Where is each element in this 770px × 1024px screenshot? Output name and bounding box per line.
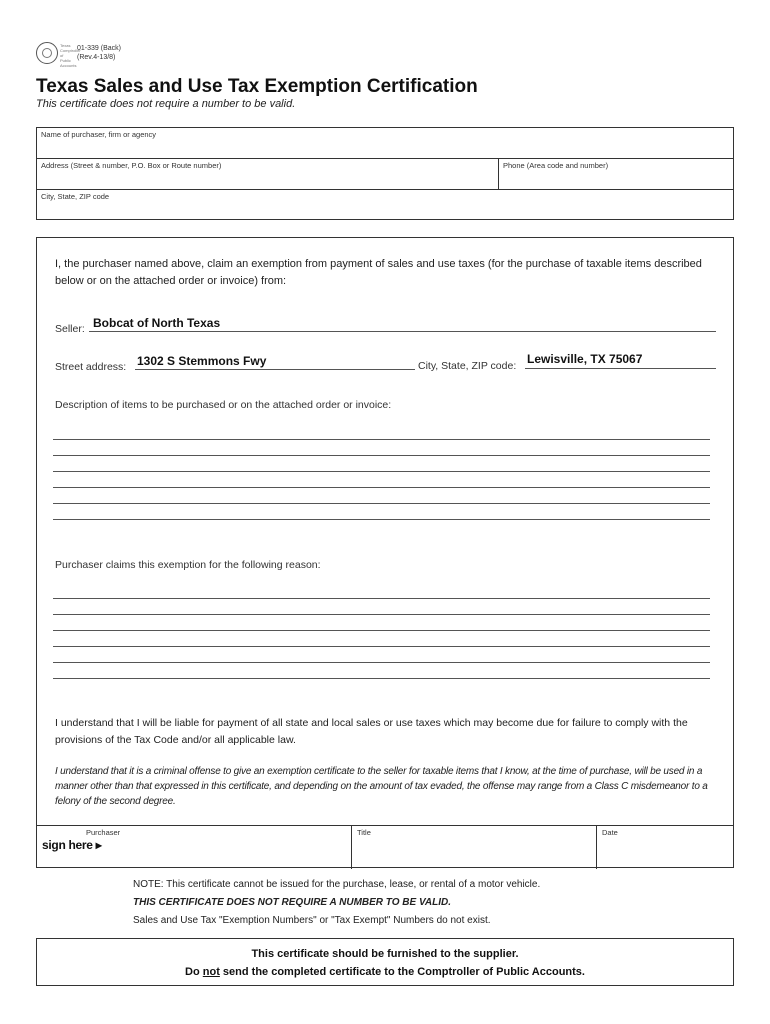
exemption-numbers-note: Sales and Use Tax "Exemption Numbers" or "Tax Exempt" Numbers do not exist.	[133, 915, 491, 926]
seller-city-state-zip-field[interactable]	[525, 352, 716, 369]
reason-line[interactable]	[53, 614, 710, 615]
signature-row	[37, 825, 733, 869]
criminal-offense-statement: I understand that it is a criminal offense to give an exemption certificate to the seller for taxable items that I know, at the time of purchase, will be used in a manner other than that expressed in this certificate, and depending on the amount of tax evaded, the offense may range from a Class C misdemeanor to a felony of the second degree.	[55, 766, 708, 807]
seller-label: Seller:	[55, 323, 85, 335]
supplier-instructions-box	[36, 938, 734, 986]
description-label: Description of items to be purchased or on the attached order or invoice:	[55, 399, 392, 411]
form-number-block	[77, 44, 121, 62]
motor-vehicle-note: NOTE: This certificate cannot be issued for the purchase, lease, or rental of a motor vehicle.	[133, 879, 541, 890]
seller-value: Bobcat of North Texas	[93, 316, 221, 330]
description-line[interactable]	[53, 519, 710, 520]
reason-line[interactable]	[53, 598, 710, 599]
title-label: Title	[357, 828, 371, 837]
city-state-zip-label-seller: City, State, ZIP code:	[418, 360, 517, 372]
certification-box	[36, 237, 734, 868]
address-divider	[498, 159, 499, 189]
address-row	[37, 159, 733, 190]
date-field[interactable]	[597, 826, 733, 869]
not-emphasis: not	[202, 966, 220, 978]
street-address-value: 1302 S Stemmons Fwy	[137, 354, 267, 368]
no-number-note: THIS CERTIFICATE DOES NOT REQUIRE A NUMBER TO BE VALID.	[133, 897, 451, 908]
furnish-to-supplier-text: This certificate should be furnished to the supplier.	[251, 948, 519, 960]
seller-field[interactable]	[89, 316, 716, 332]
reason-line[interactable]	[53, 630, 710, 631]
seller-city-state-zip-value: Lewisville, TX 75067	[527, 352, 643, 366]
phone-label: Phone (Area code and number)	[503, 161, 609, 170]
reason-line[interactable]	[53, 678, 710, 679]
form-revision: (Rev.4-13/8)	[77, 54, 116, 61]
description-line[interactable]	[53, 439, 710, 440]
purchaser-signature-field[interactable]	[37, 826, 351, 869]
purchaser-info-box	[36, 127, 734, 220]
reason-line[interactable]	[53, 646, 710, 647]
page-title: Texas Sales and Use Tax Exemption Certification	[36, 76, 478, 97]
form-number: 01-339 (Back)	[77, 45, 121, 52]
city-state-zip-label: City, State, ZIP code	[41, 192, 110, 201]
claim-statement: I, the purchaser named above, claim an exemption from payment of sales and use taxes (for the purchase of taxable items described below or on the attached order or invoice) from:	[55, 258, 702, 287]
description-line[interactable]	[53, 503, 710, 504]
street-address-label: Street address:	[55, 361, 127, 373]
liability-statement: I understand that I will be liable for payment of all state and local sales or use taxes which may become due for failure to comply with the provisions of the Tax Code and/or all applicable law.	[55, 717, 688, 746]
agency-name: Texas Comptroller of Public Accounts	[60, 43, 81, 68]
description-line[interactable]	[53, 487, 710, 488]
street-address-field[interactable]	[135, 354, 415, 370]
date-label: Date	[602, 828, 618, 837]
comptroller-seal-icon	[36, 42, 58, 64]
sign-here-arrow-icon: sign here ▸	[42, 838, 102, 852]
do-not-send-text: Do not send the completed certificate to the Comptroller of Public Accounts.	[185, 966, 585, 978]
purchaser-label: Purchaser	[86, 828, 121, 837]
purchaser-name-label: Name of purchaser, firm or agency	[41, 130, 157, 139]
reason-line[interactable]	[53, 662, 710, 663]
purchaser-name-field[interactable]	[37, 128, 733, 159]
page-subtitle: This certificate does not require a number to be valid.	[36, 98, 296, 110]
description-line[interactable]	[53, 471, 710, 472]
description-line[interactable]	[53, 455, 710, 456]
title-field[interactable]	[352, 826, 596, 869]
address-label: Address (Street & number, P.O. Box or Route number)	[41, 161, 222, 170]
reason-label: Purchaser claims this exemption for the following reason:	[55, 559, 321, 571]
city-state-zip-field[interactable]	[37, 190, 733, 219]
